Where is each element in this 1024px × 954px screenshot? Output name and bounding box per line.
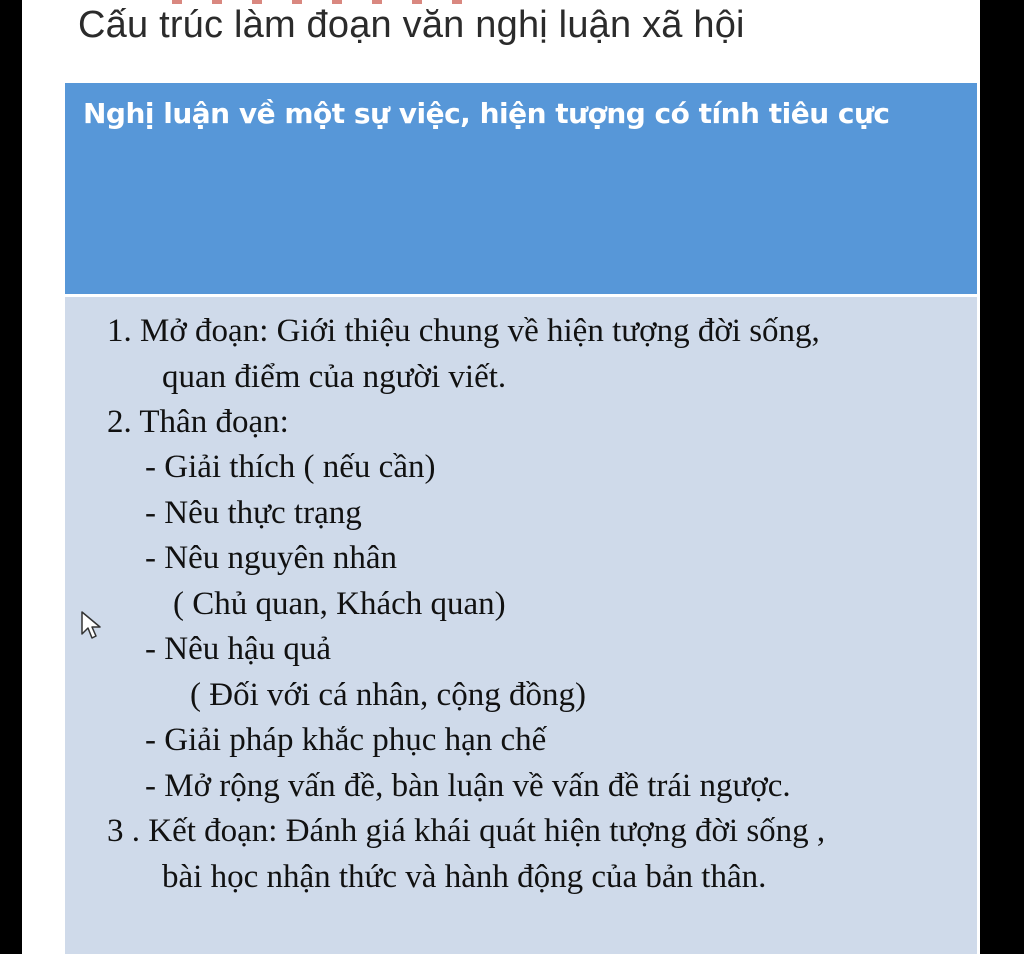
outline-line-4: - Giải thích ( nếu cần)	[145, 449, 436, 485]
outline-line-9: ( Đối với cá nhân, cộng đồng)	[190, 677, 586, 713]
slide	[22, 0, 980, 954]
header-box	[65, 83, 977, 294]
header-text: Nghị luận về một sự việc, hiện tượng có tính tiêu cực	[83, 97, 890, 130]
outline-line-11: - Mở rộng vấn đề, bàn luận về vấn đề trái ngược.	[145, 768, 791, 804]
outline-line-3: 2. Thân đoạn:	[107, 404, 289, 440]
outline-line-6: - Nêu nguyên nhân	[145, 540, 398, 576]
slide-title: Cấu trúc làm đoạn văn nghị luận xã hội	[78, 4, 745, 46]
outline-line-13: bài học nhận thức và hành động của bản thân.	[162, 859, 767, 895]
outline-line-7: ( Chủ quan, Khách quan)	[173, 586, 506, 622]
outline-line-2: quan điểm của người viết.	[162, 359, 507, 395]
outline-line-10: - Giải pháp khắc phục hạn chế	[145, 722, 547, 758]
outline-line-12: 3 . Kết đoạn: Đánh giá khái quát hiện tượng đời sống ,	[107, 813, 826, 849]
outline-line-8: - Nêu hậu quả	[145, 631, 332, 667]
outline-line-1: 1. Mở đoạn: Giới thiệu chung về hiện tượng đời sống,	[107, 313, 820, 349]
mouse-cursor-icon	[80, 610, 104, 642]
outline-box	[65, 297, 977, 954]
outline-line-5: - Nêu thực trạng	[145, 495, 362, 531]
